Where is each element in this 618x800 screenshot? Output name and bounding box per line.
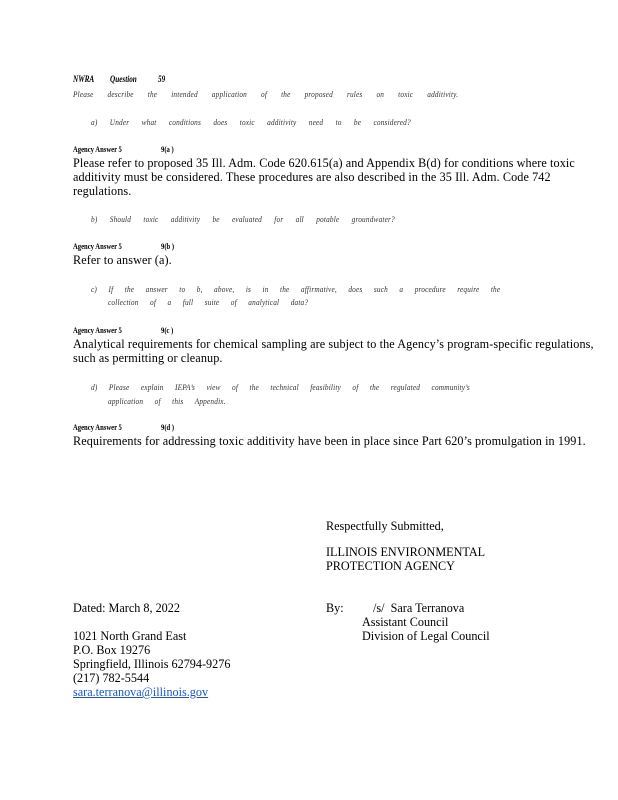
agency-answer-number-d: 9(d ) [161, 422, 175, 432]
agency-name-line2: PROTECTION AGENCY [326, 559, 455, 573]
org-label: NWRA [73, 74, 95, 84]
address-phone: (217) 782-5544 [73, 671, 150, 685]
subquestion-c-line2: collection of a full suite of analytical data? [108, 297, 309, 307]
address-city: Springfield, Illinois 62794-9276 [73, 657, 231, 671]
agency-answer-label-c: Agency Answer 5 [73, 325, 122, 335]
closing: Respectfully Submitted, [326, 519, 444, 533]
by-label: By: [326, 601, 344, 615]
question-label: Question [110, 74, 137, 84]
signature-name: /s/ Sara Terranova [373, 601, 465, 615]
subquestion-d-line2: application of this Appendix. [108, 396, 226, 406]
answer-a: Please refer to proposed 35 Ill. Adm. Code 620.615(a) and Appendix B(d) for conditions where toxic additivity must be considered. These procedures are also described in the 35 Ill. Adm. Code 742 regulations. [73, 156, 575, 198]
subquestion-c-line1: c) If the answer to b, above, is in the affirmative, does such a procedure require the [91, 284, 501, 294]
subquestion-a: a) Under what conditions does toxic additivity need to be considered? [91, 117, 411, 127]
email-link[interactable]: sara.terranova@illinois.gov [73, 685, 209, 699]
date-line: Dated: March 8, 2022 [73, 601, 180, 615]
agency-answer-label-a: Agency Answer 5 [73, 144, 122, 154]
signer-title: Assistant Council [362, 615, 449, 629]
agency-answer-number-b: 9(b ) [161, 241, 175, 251]
agency-name-line1: ILLINOIS ENVIRONMENTAL [326, 545, 486, 559]
address-po-box: P.O. Box 19276 [73, 643, 151, 657]
signer-division: Division of Legal Council [362, 629, 490, 643]
answer-b: Refer to answer (a). [73, 253, 172, 267]
question-number: 59 [158, 74, 166, 84]
agency-answer-number-a: 9(a ) [161, 144, 174, 154]
agency-answer-number-c: 9(c ) [161, 325, 174, 335]
subquestion-b: b) Should toxic additivity be evaluated for all potable groundwater? [91, 214, 395, 224]
agency-answer-label-b: Agency Answer 5 [73, 241, 122, 251]
agency-answer-label-d: Agency Answer 5 [73, 422, 122, 432]
answer-d: Requirements for addressing toxic additivity have been in place since Part 620’s promulgation in 1991. [73, 434, 586, 448]
subquestion-d-line1: d) Please explain IEPA’s view of the technical feasibility of the regulated community’s [91, 382, 470, 392]
question-prompt: Please describe the intended application of the proposed rules on toxic additivity. [73, 89, 459, 99]
answer-c: Analytical requirements for chemical sampling are subject to the Agency’s program-specific regulations, such as permitting or cleanup. [73, 337, 594, 365]
address-street: 1021 North Grand East [73, 629, 187, 643]
